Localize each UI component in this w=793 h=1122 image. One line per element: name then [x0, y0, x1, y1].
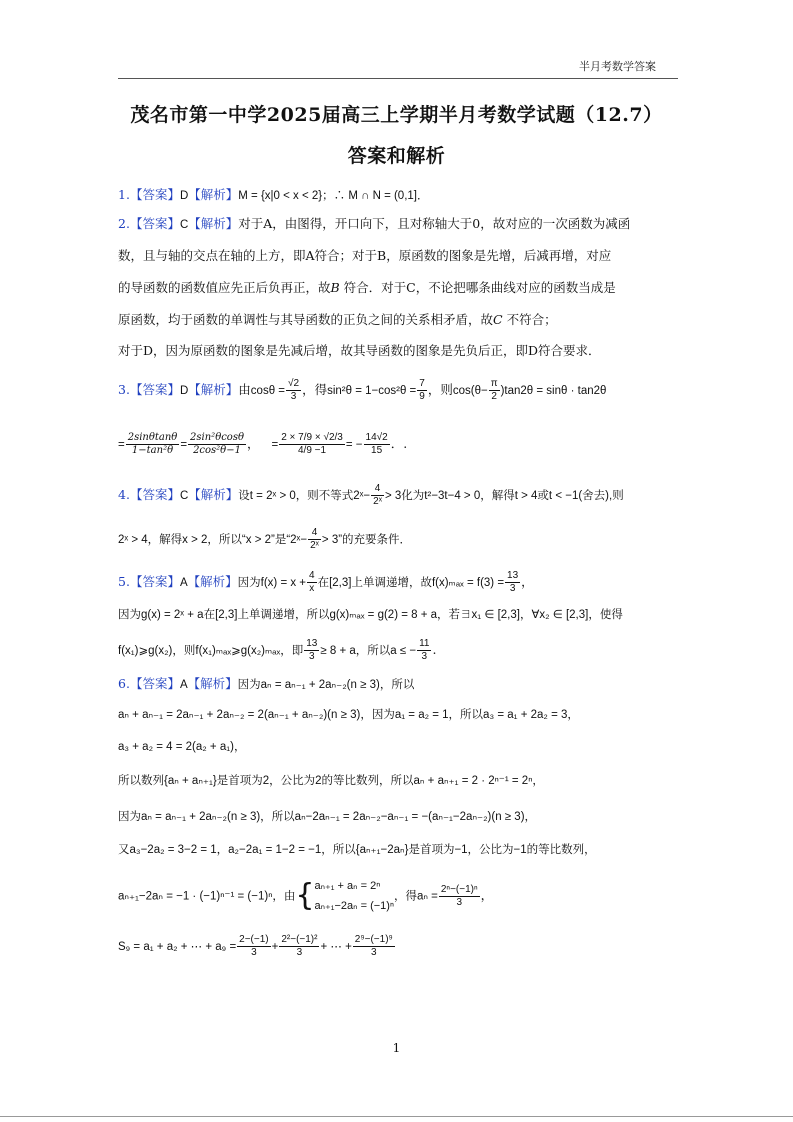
denominator: 2cos²θ−1	[193, 445, 241, 456]
q6-text: ，得aₙ =	[393, 890, 438, 903]
numerator: √2	[288, 378, 300, 389]
analysis-label: 【解析】	[187, 574, 238, 589]
q3-text: ．.	[390, 436, 408, 451]
denominator: 3	[421, 651, 428, 662]
q6-line-4: 所以数列{aₙ + aₙ₊₁}是首项为2，公比为2的等比数列，所以aₙ + aₙ₊₁ = 2 · 2ⁿ⁻¹ = 2ⁿ，	[118, 775, 544, 787]
answer-choice: A	[179, 577, 188, 589]
fraction	[439, 884, 480, 909]
q5-line-3	[118, 638, 436, 663]
numerator: 4	[371, 483, 384, 496]
analysis-label: 【解析】	[188, 487, 239, 502]
denominator: 3	[296, 947, 303, 958]
q2-variable: B	[330, 280, 340, 295]
q4-text: 设t = 2ˣ > 0，则不等式2ˣ−	[238, 490, 371, 502]
numerator: 11	[419, 638, 430, 649]
q5-text: 在[2,3]上单调递增，故f(x)ₘₐₓ = f(3) =	[317, 577, 505, 589]
q4-text: > 3”的充要条件．	[321, 534, 412, 546]
denominator: 3	[509, 583, 516, 594]
q6-text: 因为aₙ = aₙ₋₁ + 2aₙ₋₂(n ≥ 3)，所以	[237, 679, 415, 691]
answer-choice: C	[179, 490, 189, 502]
denominator: 3	[371, 947, 377, 958]
denominator: 9	[419, 391, 425, 402]
q6-text: aₙ₊₁−2aₙ = −1 · (−1)ⁿ⁻¹ = (−1)ⁿ，由	[118, 890, 296, 903]
numerator: 2²−(−1)²	[281, 934, 318, 945]
q6-text: ，	[480, 887, 494, 903]
denominator: 3	[456, 896, 463, 908]
q2-text: 对于A，由图得，开口向下，且对称轴大于0，故对应的一次函数为减函	[238, 216, 631, 231]
numerator: 2sin²θcosθ	[190, 432, 244, 443]
analysis-label: 【解析】	[187, 676, 238, 691]
q2-line-3	[118, 279, 616, 297]
fraction	[364, 432, 390, 457]
equals: =	[180, 439, 188, 451]
header-note: 半月考数学答案	[579, 60, 656, 73]
q6-text: S₉ = a₁ + a₂ + ⋯ + a₉ =	[118, 941, 237, 953]
q5-line-2: 因为g(x) = 2ˣ + a在[2,3]上单调递增，所以g(x)ₘₐₓ = g(2) = 8 + a，若∃x₁ ∈ [2,3]，∀x₂ ∈ [2,3]，使得	[118, 609, 623, 621]
fraction	[417, 378, 427, 403]
q3-expr: sin²θ = 1−cos²θ =	[327, 385, 417, 397]
numerator: 2sinθtanθ	[127, 432, 178, 443]
q6-line-2: aₙ + aₙ₋₁ = 2aₙ₋₁ + 2aₙ₋₂ = 2(aₙ₋₁ + aₙ₋₂)(n ≥ 3)，因为a₁ = a₂ = 1，所以a₃ = a₁ + 2a₂ = 3，	[118, 709, 579, 721]
question-number: 2.	[118, 216, 130, 231]
denominator: 2ˣ	[373, 496, 382, 507]
q3-expr: cosθ =	[250, 385, 285, 397]
equals: =	[271, 439, 279, 451]
q6-line-6: 又a₃−2a₂ = 3−2 = 1，a₂−2a₁ = 1−2 = −1，所以{aₙ₊₁−2aₙ}是首项为−1，公比为−1的等比数列，	[118, 844, 596, 856]
header-divider	[118, 78, 678, 79]
q2-text: 符合．对于C，不论把哪条曲线对应的函数当成是	[339, 280, 616, 295]
answer-choice: A	[179, 679, 188, 691]
denominator: 1−tan²θ	[131, 445, 174, 456]
q3-text: ，	[246, 436, 260, 451]
q6-line-1	[118, 675, 414, 694]
fraction	[126, 432, 180, 457]
fraction	[304, 638, 319, 663]
q2-text: 原函数，均于函数的单调性与其导函数的正负之间的关系相矛盾，故	[118, 312, 494, 327]
q6-line-8	[118, 934, 396, 959]
fraction	[307, 570, 317, 595]
left-brace: {	[295, 878, 315, 913]
fraction	[505, 570, 520, 595]
q6-line-7	[118, 876, 493, 916]
q5-text: ≥ 8 + a，所以a ≤ −	[320, 645, 417, 657]
q1-line	[118, 186, 429, 205]
q3-expr: cos(θ−	[452, 385, 488, 397]
q3-text: 由	[238, 382, 251, 397]
denominator: 2	[491, 391, 497, 402]
fraction	[489, 378, 500, 403]
denominator: 15	[371, 445, 383, 456]
page-number: 1	[392, 1041, 401, 1055]
numerator: π	[490, 378, 498, 389]
equals: =	[118, 439, 125, 451]
numerator: 4	[309, 570, 315, 581]
denominator: x	[309, 583, 315, 594]
answer-label: 【答案】	[129, 187, 180, 202]
fraction	[188, 432, 246, 457]
q3-line-2	[118, 432, 407, 457]
analysis-label: 【解析】	[188, 216, 239, 231]
q5-text: ，	[521, 574, 534, 589]
q3-text: ，则	[427, 382, 453, 397]
answer-label: 【答案】	[129, 216, 180, 231]
question-number: 1.	[118, 187, 130, 202]
q4-text: > 3化为t²−3t−4 > 0，解得t > 4或t < −1(舍去),则	[384, 490, 624, 502]
q3-line-1	[118, 378, 606, 403]
system-equation-1: aₙ₊₁ + aₙ = 2ⁿ	[314, 880, 381, 892]
q3-expr: )tan2θ = sinθ · tan2θ	[500, 385, 607, 397]
denominator: 2ˣ	[310, 540, 319, 551]
q5-text: f(x₁)⩾g(x₂)，则f(x₁)ₘₐₓ⩾g(x₂)ₘₐₓ，即	[118, 645, 304, 657]
numerator: 13	[306, 638, 318, 649]
q6-line-3: a₃ + a₂ = 4 = 2(a₂ + a₁)，	[118, 741, 246, 753]
answer-label: 【答案】	[129, 676, 180, 691]
system-equation-2: aₙ₊₁−2aₙ = (−1)ⁿ	[314, 900, 394, 912]
q5-text: 因为f(x) = x +	[237, 577, 307, 589]
denominator: 3	[251, 947, 257, 958]
analysis-label: 【解析】	[188, 382, 239, 397]
question-number: 4.	[118, 487, 130, 502]
q2-line-5: 对于D，因为原函数的图象是先减后增，故其导函数的图象是先负后正，即D符合要求．	[118, 343, 601, 358]
answer-label: 【答案】	[129, 382, 180, 397]
answer-label: 【答案】	[129, 574, 180, 589]
denominator: 3	[290, 391, 297, 402]
q2-variable: C	[493, 312, 503, 327]
q1-text: M = {x|0 < x < 2}；∴ M ∩ N = (0,1]．	[238, 190, 429, 202]
equation-system	[314, 876, 393, 916]
question-number: 3.	[118, 382, 130, 397]
numerator: 2⁹−(−1)⁹	[354, 934, 393, 945]
fraction	[279, 432, 345, 457]
q4-line-2	[118, 527, 411, 552]
q2-text: 不符合；	[502, 312, 557, 327]
q2-line-4	[118, 311, 557, 329]
fraction	[308, 527, 321, 552]
page-title: 茂名市第一中学2025届高三上学期半月考数学试题（12.7）	[130, 104, 663, 126]
numerator: 4	[308, 527, 321, 540]
q2-text: 的导函数的函数值应先正后负再正，故	[118, 280, 331, 295]
question-number: 6.	[118, 676, 130, 691]
numerator: 2−(−1)	[239, 934, 269, 945]
denominator: 4/9 −1	[298, 445, 327, 456]
numerator: 13	[507, 570, 519, 581]
plus-sign: + ⋯ +	[320, 941, 352, 953]
fraction	[237, 934, 270, 959]
fraction	[417, 638, 431, 663]
equals: = −	[345, 439, 363, 451]
q4-text: 2ˣ > 4，解得x > 2，所以“x > 2”是“2ˣ−	[118, 534, 308, 546]
page-subtitle: 答案和解析	[347, 145, 446, 167]
q5-line-1	[118, 570, 534, 595]
answer-choice: D	[179, 190, 189, 202]
answer-choice: C	[179, 219, 189, 231]
fraction	[279, 934, 319, 959]
numerator: 2ⁿ−(−1)ⁿ	[440, 883, 478, 895]
answer-choice: D	[179, 385, 189, 397]
q2-line-1	[118, 215, 630, 234]
numerator: 2 × 7/9 × √2/3	[281, 432, 343, 443]
bottom-divider	[0, 1116, 793, 1117]
q6-line-5: 因为aₙ = aₙ₋₁ + 2aₙ₋₂(n ≥ 3)，所以aₙ−2aₙ₋₁ = 2aₙ₋₂−aₙ₋₁ = −(aₙ₋₁−2aₙ₋₂)(n ≥ 3)，	[118, 811, 537, 823]
question-number: 5.	[118, 574, 130, 589]
fraction	[371, 483, 384, 508]
fraction	[353, 934, 395, 959]
q2-line-2: 数，且与轴的交点在轴的上方，即A符合；对于B，原函数的图象是先增，后减再增，对应	[118, 248, 612, 263]
fraction	[286, 378, 301, 403]
q4-line-1	[118, 483, 624, 508]
plus-sign: +	[271, 941, 279, 953]
numerator: 14√2	[365, 432, 388, 443]
numerator: 7	[419, 378, 425, 389]
answer-label: 【答案】	[129, 487, 180, 502]
q5-text: .	[432, 642, 437, 657]
q3-text: ，得	[302, 382, 328, 397]
analysis-label: 【解析】	[188, 187, 239, 202]
denominator: 3	[309, 651, 315, 662]
